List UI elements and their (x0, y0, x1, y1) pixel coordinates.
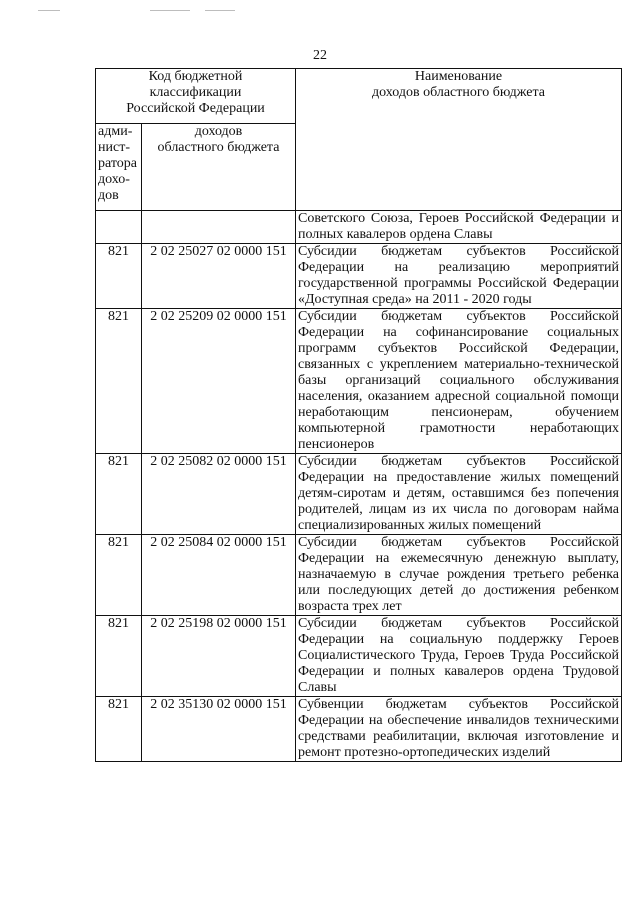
page-number: 22 (313, 48, 327, 63)
header-admin-line: адми- (98, 124, 133, 139)
header-admin-line: дохо- (98, 172, 130, 187)
header-admin-line: ратора (98, 156, 137, 171)
cell-admin: 821 (96, 309, 142, 454)
table-row (96, 211, 622, 244)
cell-name: Субсидии бюджетам субъектов Российской Федерации на предоставление жилых помещений детям-сиротам и детям, оставшимся без попечения родителей, лицам из их числа по договорам найма специализированных жилых помещений (296, 454, 622, 535)
header-income-line: доходов (194, 124, 243, 139)
cell-name: Субсидии бюджетам субъектов Российской Федерации на софинансирование социальных программ субъектов Российской Федерации, связанных с укреплением материально-технической базы организаций социального обслуживания населения, оказанием адресной социальной помощи неработающим пенсионерам, обучением компьютерной грамотности неработающих пенсионеров (296, 309, 622, 454)
cell-admin (96, 211, 142, 244)
cell-admin: 821 (96, 244, 142, 309)
cell-name: Советского Союза, Героев Российской Федерации и полных кавалеров ордена Славы (296, 211, 622, 244)
scan-mark-left (38, 10, 60, 11)
cell-admin: 821 (96, 616, 142, 697)
cell-code: 2 02 25084 02 0000 151 (142, 535, 296, 616)
scan-mark-right (205, 10, 235, 11)
header-classification-line: Российской Федерации (126, 101, 265, 116)
cell-name: Субсидии бюджетам субъектов Российской Федерации на ежемесячную денежную выплату, назначаемую в случае рождения третьего ребенка или последующих детей до достижения ребенком возраста трех лет (296, 535, 622, 616)
header-admin-line: нист- (98, 140, 130, 155)
header-income-line: областного бюджета (157, 140, 280, 155)
table-row (96, 244, 622, 309)
cell-admin: 821 (96, 535, 142, 616)
table-row (96, 309, 622, 454)
cell-code: 2 02 25027 02 0000 151 (142, 244, 296, 309)
table-row (96, 535, 622, 616)
header-income-name (296, 69, 622, 211)
header-name-line: доходов областного бюджета (372, 85, 545, 100)
cell-name: Субсидии бюджетам субъектов Российской Федерации на социальную поддержку Героев Социалистического Труда, Героев Труда Российской Федерации и полных кавалеров ордена Трудовой Славы (296, 616, 622, 697)
cell-code: 2 02 35130 02 0000 151 (142, 697, 296, 762)
header-classification-line: Код бюджетной (148, 69, 243, 84)
cell-admin: 821 (96, 454, 142, 535)
cell-name: Субсидии бюджетам субъектов Российской Федерации на реализацию мероприятий государственной программы Российской Федерации «Доступная среда» на 2011 - 2020 годы (296, 244, 622, 309)
cell-admin: 821 (96, 697, 142, 762)
header-administrator (96, 124, 142, 211)
cell-code: 2 02 25082 02 0000 151 (142, 454, 296, 535)
cell-code: 2 02 25209 02 0000 151 (142, 309, 296, 454)
table-row (96, 616, 622, 697)
header-classification-line: классификации (149, 85, 242, 100)
table-row (96, 697, 622, 762)
table-row (96, 454, 622, 535)
header-classification-code (96, 69, 296, 124)
scan-mark-mid (150, 10, 190, 11)
table-header-row-1 (96, 69, 622, 124)
budget-classification-table (95, 68, 622, 762)
header-admin-line: дов (98, 188, 119, 203)
header-name-line: Наименование (414, 69, 503, 84)
cell-code: 2 02 25198 02 0000 151 (142, 616, 296, 697)
cell-code (142, 211, 296, 244)
header-income-code (142, 124, 296, 211)
cell-name: Субвенции бюджетам субъектов Российской Федерации на обеспечение инвалидов техническими средствами реабилитации, включая изготовление и ремонт протезно-ортопедических изделий (296, 697, 622, 762)
